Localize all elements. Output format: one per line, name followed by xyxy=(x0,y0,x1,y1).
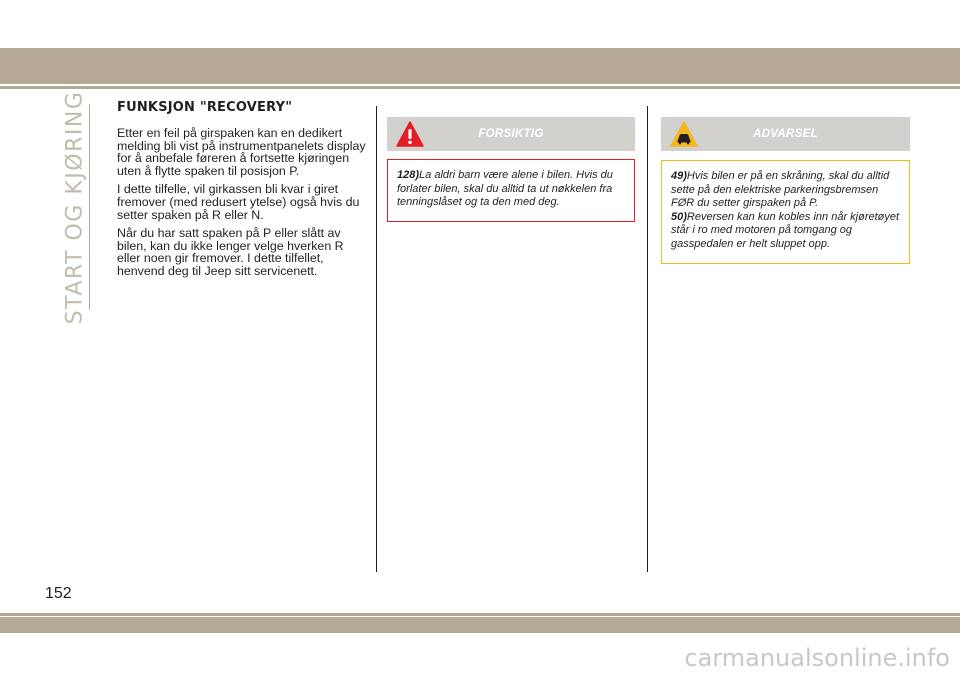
warning-triangle-icon xyxy=(395,120,425,148)
caution-title: FORSIKTIG xyxy=(478,128,544,140)
section-heading: FUNKSJON "RECOVERY" xyxy=(117,100,293,115)
paragraph: Etter en feil på girspaken kan en dedikert melding bli vist på instrumentpanelets display for å anbefale føreren å fortsette kjøringen uten å flytte spaken til posisjon P. xyxy=(117,126,366,178)
note-text: Reversen kan kun kobles inn når kjøretøyet står i ro med motoren på tomgang og gasspedalen er helt sluppet opp. xyxy=(671,210,900,250)
recovery-section xyxy=(117,100,369,284)
note-number: 50) xyxy=(671,210,687,223)
watermark-text: carmanualsonline.info xyxy=(684,644,950,672)
column-divider xyxy=(647,106,648,572)
footer-band xyxy=(0,617,960,633)
warning-title: ADVARSEL xyxy=(753,128,818,140)
paragraph: I dette tilfelle, vil girkassen bli kvar i giret fremover (med redusert ytelse) også hvis du setter spaken på R eller N. xyxy=(117,182,360,222)
note-text: La aldri barn være alene i bilen. Hvis du forlater bilen, skal du alltid ta ut nøkkelen fra tenningslåset og ta den med deg. xyxy=(397,169,613,209)
chapter-title-text: START OG KJØRING xyxy=(62,90,88,324)
note-number: 49) xyxy=(671,170,687,182)
note-item xyxy=(671,170,901,211)
warning-header xyxy=(661,117,910,151)
footer-rule xyxy=(0,613,960,616)
chapter-divider xyxy=(89,104,90,310)
caution-header xyxy=(387,117,635,151)
note-text: Hvis bilen er på en skråning, skal du alltid sette på den elektriske parkeringsbremsen FØR du setter girspaken på P. xyxy=(671,170,890,210)
warning-box xyxy=(661,117,910,264)
warning-content xyxy=(661,160,910,264)
caution-content xyxy=(387,159,635,222)
column-divider xyxy=(376,106,377,572)
page-number: 152 xyxy=(45,585,72,602)
note-number: 128) xyxy=(397,169,420,181)
car-warning-icon xyxy=(669,120,699,148)
note-item xyxy=(671,211,901,252)
header-band xyxy=(0,48,960,84)
header-rule xyxy=(0,86,960,89)
paragraph: Når du har satt spaken på P eller slått av bilen, kan du ikke lenger velge hverken R eller noen gir fremover. I dette tilfellet, henvend deg til Jeep sitt servicenett. xyxy=(117,226,344,278)
caution-box xyxy=(387,117,635,222)
